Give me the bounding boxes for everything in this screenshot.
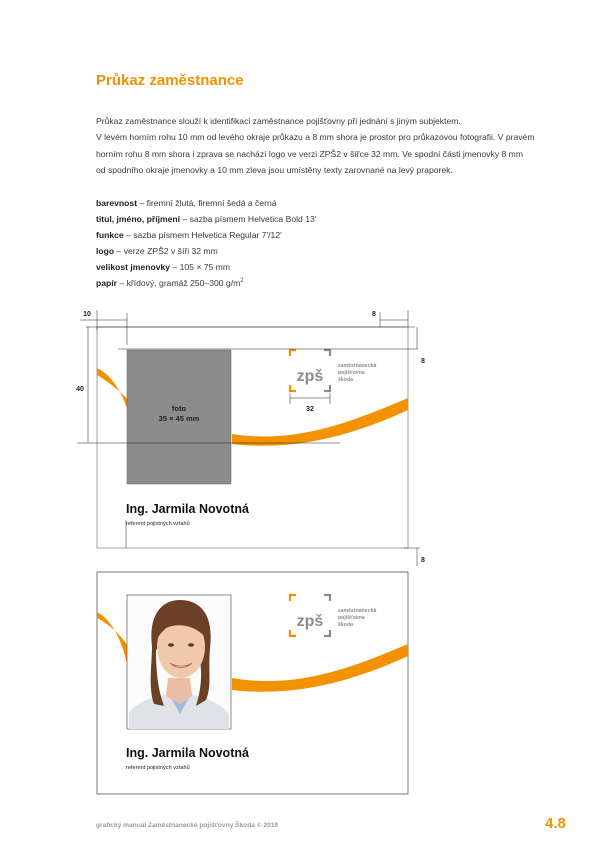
spec-text: – verze ZPŠ2 v šíři 32 mm (114, 246, 218, 256)
spec-text: – 105 × 75 mm (170, 262, 230, 272)
intro-line: Průkaz zaměstnance slouží k identifikaci zaměstnance pojišťovny při jednání s jiným subjektem. (96, 116, 461, 126)
dimension-label: 40 (76, 386, 84, 393)
dimension-label: 8 (421, 557, 425, 564)
spec-label: titul, jméno, příjmení (96, 214, 181, 224)
spec-text: – sazba písmem Helvetica Regular 7'/12' (123, 230, 282, 240)
spec-label: funkce (96, 230, 124, 240)
card-name: Ing. Jarmila Novotná (126, 502, 249, 516)
employee-photo (127, 595, 231, 729)
photo-size-label: 35 × 45 mm (158, 414, 200, 423)
intro-line: V levém horním rohu 10 mm od levého okraje průkazu a 8 mm shora je prostor pro průkazovou fotografii. V pravém (96, 132, 535, 143)
photo-label: foto (171, 404, 187, 413)
page-number: 4.8 (545, 815, 566, 832)
spec-superscript: 2 (240, 278, 244, 285)
final-card (97, 572, 408, 794)
logo-line: škoda (338, 622, 353, 628)
logo-line: pojišťovna (338, 370, 365, 376)
spec-label: barevnost (96, 198, 138, 208)
spec-label: papír (96, 278, 118, 288)
logo-line: zaměstnanecká (338, 363, 377, 369)
spec-label: velikost jmenovky (96, 262, 171, 272)
intro-line: od spodního okraje jmenovky a 10 mm zleva jsou umístěny texty zarovnané na levý praporek. (96, 164, 453, 175)
page-title: Průkaz zaměstnance (96, 72, 244, 89)
logo-line: zaměstnanecká (338, 608, 377, 614)
logo-wordmark: zpš (296, 613, 324, 630)
dimension-label: 10 (83, 311, 91, 318)
dimension-label: 8 (421, 358, 425, 365)
logo-wordmark: zpš (296, 368, 324, 385)
diagram-card (76, 310, 425, 566)
card-role: referent pojistných vztahů (126, 521, 190, 527)
intro-line: horním rohu 8 mm shora i zprava se nachází logo ve verzi ZPŠ2 v šířce 32 mm. Ve spodní části jmenovky 8 mm (96, 148, 523, 159)
spec-text: – firemní žlutá, firemní šedá a černá (137, 198, 277, 208)
spec-text: – křídový, gramáž 250–300 g/m (117, 278, 241, 288)
dimension-label: 8 (372, 311, 376, 318)
spec-label: logo (96, 246, 115, 256)
card-role: referent pojistných vztahů (126, 765, 190, 771)
card-name: Ing. Jarmila Novotná (126, 746, 249, 760)
logo-line: pojišťovna (338, 615, 365, 621)
logo-line: škoda (338, 377, 353, 383)
page-footer: grafický manuál Zaměstnanecké pojišťovny Škoda © 2019 (96, 822, 279, 829)
dimension-label: 32 (306, 406, 314, 413)
spec-text: – sazba písmem Helvetica Bold 13' (180, 214, 317, 224)
